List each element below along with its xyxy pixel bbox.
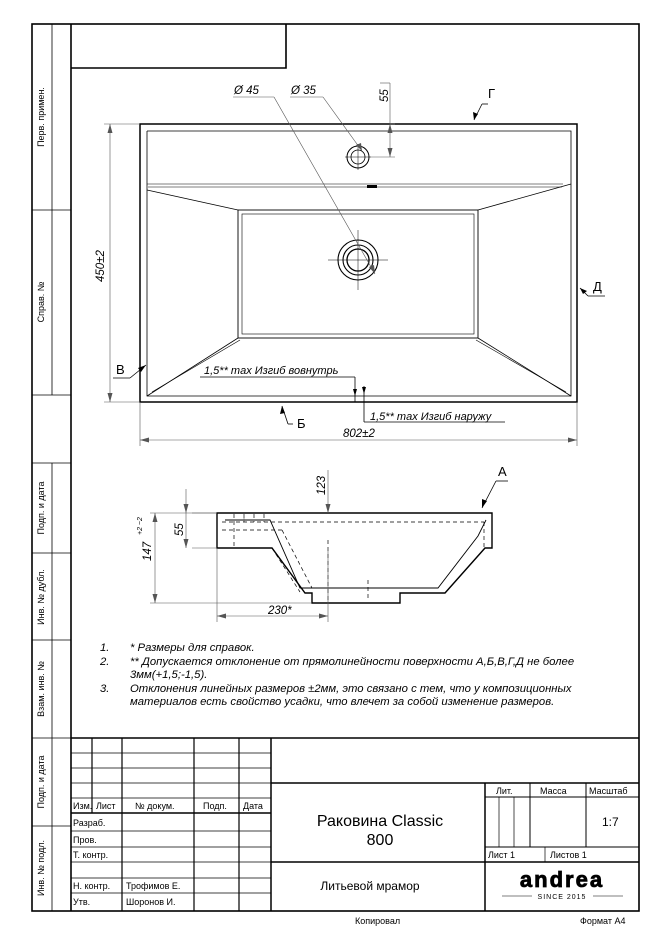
side-label-inv-podl: Инв. № подл.: [36, 839, 46, 897]
title-line1: Раковина Classic: [316, 813, 444, 830]
callout-a: А: [498, 464, 507, 479]
role-tkontr: Т. контр.: [73, 850, 109, 860]
role-razrab: Разраб.: [73, 818, 106, 828]
hdr-date: Дата: [243, 801, 263, 811]
side-label-sprav: Справ. №: [36, 281, 46, 323]
notes-list: [100, 642, 630, 710]
name-nkontr: Трофимов Е.: [126, 881, 181, 891]
role-prov: Пров.: [73, 835, 97, 845]
hdr-list: Лист: [96, 801, 116, 811]
callout-v: В: [116, 362, 125, 377]
lit-label: Лит.: [496, 786, 513, 796]
note-item: [100, 642, 630, 655]
dim-802: 802±2: [343, 428, 375, 440]
logo-text: andrea: [519, 867, 605, 892]
note-number: 2.: [100, 656, 110, 668]
hdr-izm: Изм.: [73, 801, 93, 811]
logo-sub: SINCE 2015: [537, 894, 587, 901]
dim-450: 450±2: [95, 250, 107, 282]
mass-label: Масса: [540, 786, 567, 796]
outer-frame: [32, 24, 639, 911]
scale-value: 1:7: [602, 815, 619, 829]
note-inward: 1,5** max Изгиб вовнутрь: [204, 365, 339, 377]
sheet-label: Лист 1: [488, 850, 516, 860]
side-label-podp-2: Подп. и дата: [36, 755, 46, 809]
sheets-label: Листов 1: [550, 850, 587, 860]
note-number: 1.: [100, 642, 110, 654]
note-item: [100, 656, 630, 682]
section-view: [150, 470, 508, 622]
andrea-logo: [502, 867, 623, 901]
note-text: Отклонения линейных размеров ±2мм, это связано с тем, что у композиционных материалов есть свойство усадки, что влечет за собой изменение размеров.: [130, 683, 572, 708]
title-line2: 800: [366, 832, 394, 849]
dim-147-tol: +2 −2: [137, 517, 144, 535]
callout-g: Г: [488, 86, 496, 101]
role-nkontr: Н. контр.: [73, 881, 111, 891]
dim-d45: Ø 45: [234, 85, 259, 97]
dim-230: 230*: [268, 605, 292, 617]
dim-123: 123: [316, 475, 328, 495]
callout-b: Б: [297, 416, 306, 431]
note-text: * Размеры для справок.: [130, 642, 255, 654]
note-item: [100, 683, 630, 709]
name-utv: Шоронов И.: [126, 897, 176, 907]
material: Литьевой мрамор: [320, 879, 420, 893]
scale-label: Масштаб: [589, 786, 628, 796]
dim-d35: Ø 35: [291, 85, 316, 97]
footer-copied: Копировал: [355, 916, 401, 926]
callout-d: Д: [593, 279, 602, 294]
side-label-podp-1: Подп. и дата: [36, 481, 46, 535]
hdr-doc: № докум.: [135, 801, 175, 811]
note-text: ** Допускается отклонение от прямолинейности поверхности А,Б,В,Г,Д не более 3мм(+1,5;-1,5).: [130, 656, 575, 681]
note-outward: 1,5** max Изгиб наружу: [370, 411, 492, 423]
note-number: 3.: [100, 683, 110, 695]
hdr-sign: Подп.: [203, 801, 227, 811]
dim-147: 147: [142, 541, 154, 561]
side-label-inv-dubl: Инв. № дубл.: [36, 569, 46, 625]
side-label-perv: Перв. примен.: [36, 87, 46, 147]
role-utv: Утв.: [73, 897, 91, 907]
side-label-vzam: Взам. инв. №: [36, 661, 46, 717]
plan-view: [104, 83, 605, 446]
footer-format: Формат А4: [580, 916, 626, 926]
dim-55-plan: 55: [379, 89, 391, 102]
dim-55-section: 55: [174, 523, 186, 536]
